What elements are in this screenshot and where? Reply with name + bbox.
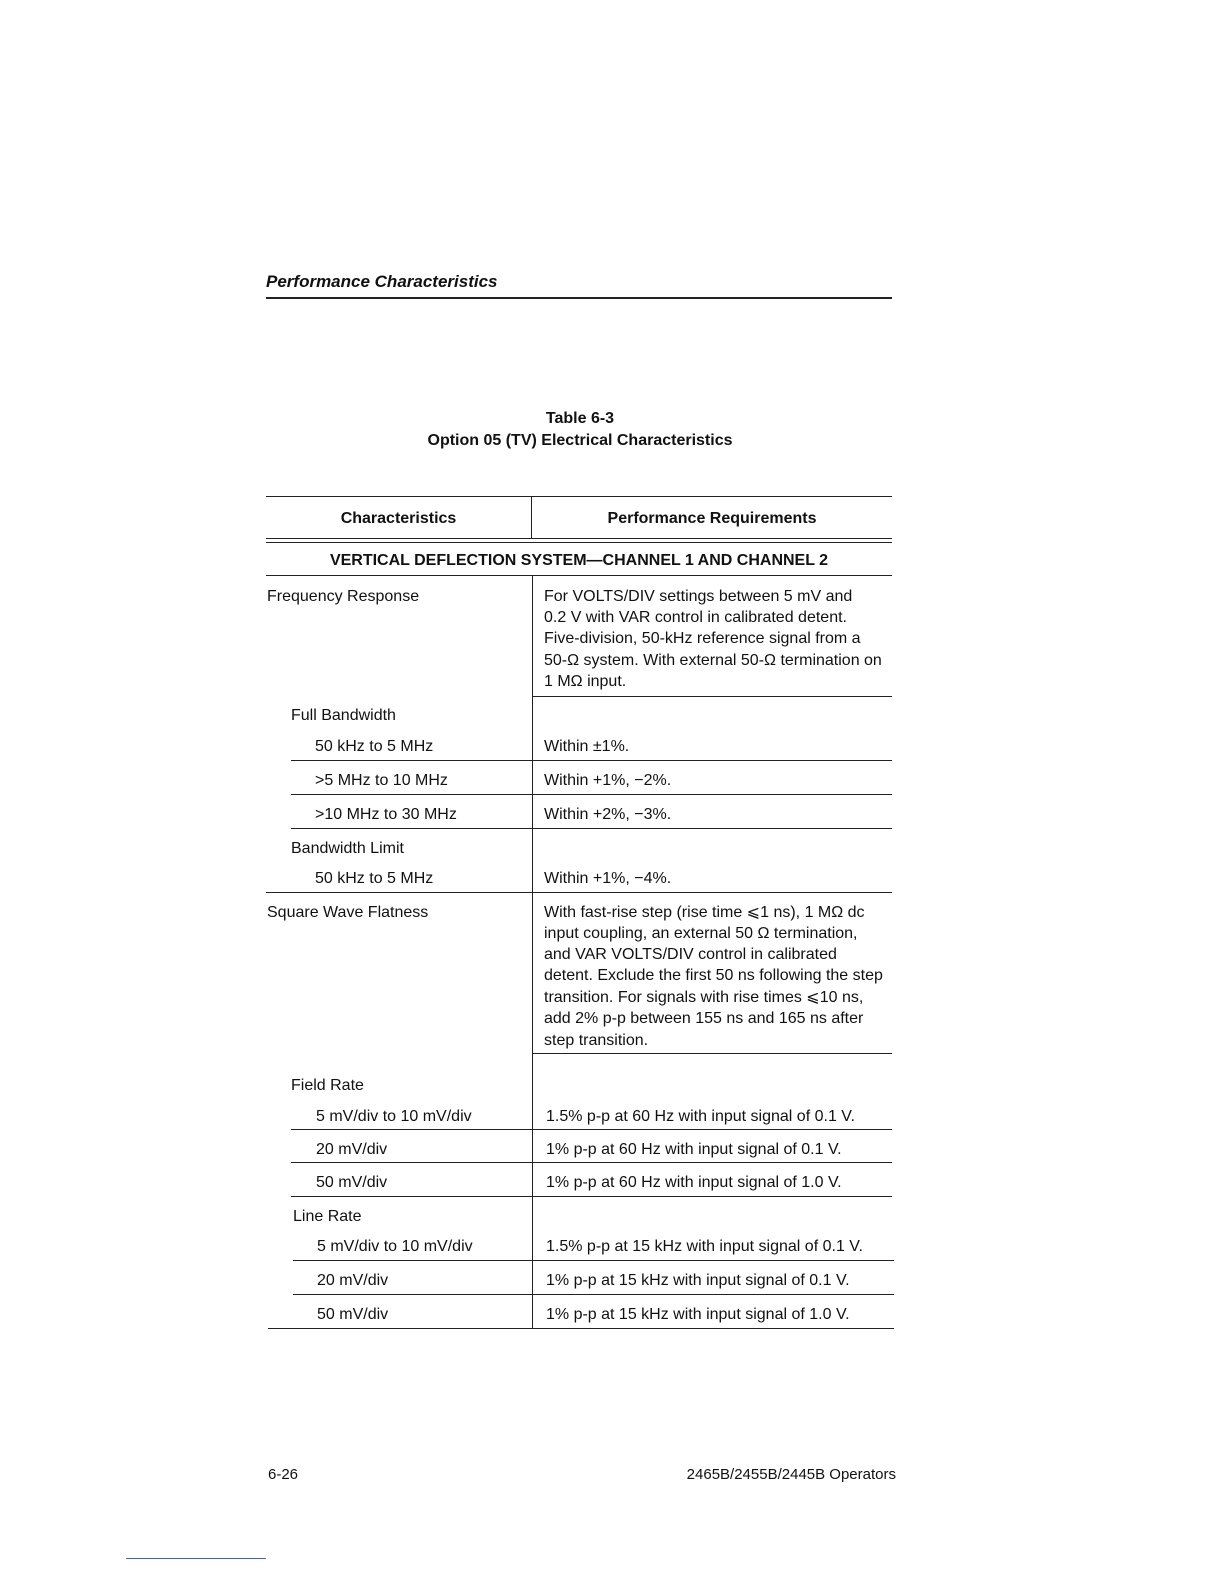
square-wave-req-line-2: input coupling, an external 50 Ω termination, (544, 925, 858, 942)
table-bottom-rule (268, 1328, 894, 1329)
section-heading: VERTICAL DEFLECTION SYSTEM—CHANNEL 1 AND CHANNEL 2 (329, 552, 829, 569)
field-rate-row-1-req: 1.5% p-p at 60 Hz with input signal of 0.1 V. (546, 1108, 855, 1125)
square-wave-req-line-1: With fast-rise step (rise time ⩽1 ns), 1 MΩ dc (544, 904, 865, 921)
page-number: 6-26 (268, 1466, 299, 1483)
bw-limit-row-1-char: 50 kHz to 5 MHz (315, 870, 434, 887)
field-rate-row-3-rule (291, 1196, 892, 1197)
square-wave-req-rule (532, 1053, 892, 1054)
field-rate-row-1-rule (291, 1129, 892, 1130)
full-bw-row-1-rule (291, 760, 892, 761)
freq-response-req-line-2: 0.2 V with VAR control in calibrated detent. (544, 609, 847, 626)
square-wave-req-line-7: step transition. (544, 1032, 649, 1049)
line-rate-row-2-req: 1% p-p at 15 kHz with input signal of 0.1 V. (546, 1272, 850, 1289)
freq-response-label: Frequency Response (267, 588, 420, 605)
manual-title: 2465B/2455B/2445B Operators (686, 1466, 896, 1483)
bw-limit-rule (266, 892, 892, 893)
full-bw-row-3-rule (291, 828, 892, 829)
full-bw-row-2-rule (291, 794, 892, 795)
bandwidth-limit-label: Bandwidth Limit (291, 840, 404, 857)
freq-response-req-line-3: Five-division, 50-kHz reference signal from a (544, 630, 861, 647)
full-bw-row-1-char: 50 kHz to 5 MHz (315, 738, 434, 755)
line-rate-row-1-char: 5 mV/div to 10 mV/div (317, 1238, 473, 1255)
line-rate-row-3-req: 1% p-p at 15 kHz with input signal of 1.0 V. (546, 1306, 850, 1323)
section-rule (266, 575, 892, 576)
full-bw-row-3-char: >10 MHz to 30 MHz (315, 806, 457, 823)
full-bw-row-3-req: Within +2%, −3%. (544, 806, 672, 823)
full-bandwidth-label: Full Bandwidth (291, 707, 396, 724)
freq-response-req-line-4: 50-Ω system. With external 50-Ω termination on (544, 652, 882, 669)
bottom-blue-rule (126, 1558, 266, 1559)
field-rate-label: Field Rate (291, 1077, 364, 1094)
body-column-divider (532, 576, 533, 1328)
freq-response-req-line-1: For VOLTS/DIV settings between 5 mV and (544, 588, 853, 605)
line-rate-row-3-char: 50 mV/div (317, 1306, 389, 1323)
full-bw-row-1-req: Within ±1%. (544, 738, 630, 755)
bw-limit-row-1-req: Within +1%, −4%. (544, 870, 672, 887)
square-wave-req-line-4: detent. Exclude the first 50 ns following the step (544, 967, 883, 984)
line-rate-row-1-rule (293, 1260, 894, 1261)
square-wave-label: Square Wave Flatness (267, 904, 429, 921)
square-wave-req-line-5: transition. For signals with rise times ⩽10 ns, (544, 989, 864, 1006)
column-header-characteristics: Characteristics (340, 510, 457, 527)
freq-response-req-line-5: 1 MΩ input. (544, 673, 627, 690)
field-rate-row-3-char: 50 mV/div (316, 1174, 388, 1191)
full-bw-row-2-req: Within +1%, −2%. (544, 772, 672, 789)
square-wave-req-line-6: add 2% p-p between 155 ns and 165 ns after (544, 1010, 864, 1027)
column-header-requirements: Performance Requirements (607, 510, 817, 527)
line-rate-label: Line Rate (293, 1208, 362, 1225)
full-bw-row-2-char: >5 MHz to 10 MHz (315, 772, 448, 789)
table-number: Table 6-3 (545, 410, 615, 427)
line-rate-row-1-req: 1.5% p-p at 15 kHz with input signal of 0.1 V. (546, 1238, 863, 1255)
field-rate-row-2-char: 20 mV/div (316, 1141, 388, 1158)
table-top-rule (266, 496, 892, 497)
line-rate-row-2-char: 20 mV/div (317, 1272, 389, 1289)
header-double-rule-2 (266, 542, 892, 543)
field-rate-row-2-rule (291, 1162, 892, 1163)
square-wave-req-line-3: and VAR VOLTS/DIV control in calibrated (544, 946, 837, 963)
freq-response-req-rule (532, 696, 892, 697)
running-header: Performance Characteristics (266, 272, 892, 299)
line-rate-row-2-rule (293, 1294, 894, 1295)
field-rate-row-3-req: 1% p-p at 60 Hz with input signal of 1.0 V. (546, 1174, 842, 1191)
field-rate-row-2-req: 1% p-p at 60 Hz with input signal of 0.1 V. (546, 1141, 842, 1158)
field-rate-row-1-char: 5 mV/div to 10 mV/div (316, 1108, 472, 1125)
header-double-rule-1 (266, 538, 892, 539)
table-title: Option 05 (TV) Electrical Characteristics (427, 432, 733, 449)
